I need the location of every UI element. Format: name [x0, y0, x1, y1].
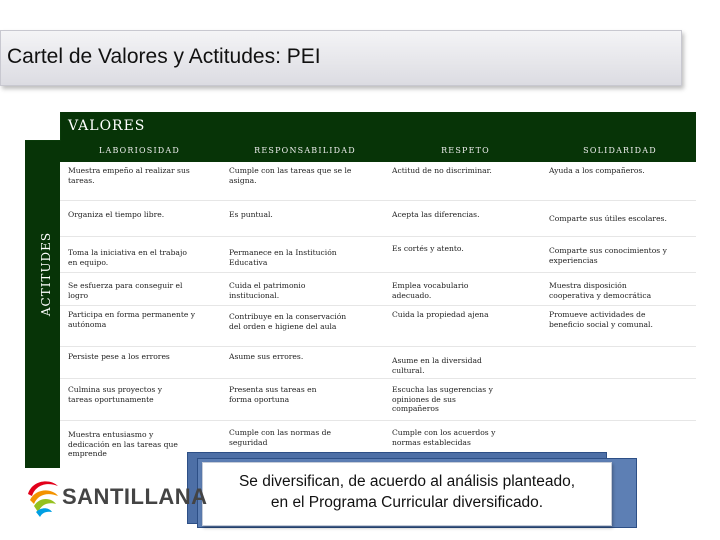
table-cell: Ayuda a los compañeros. [549, 166, 645, 175]
table-cell: Actitud de no discriminar. [392, 166, 492, 175]
table-cell: Es cortés y atento. [392, 244, 464, 253]
table-cell: Persiste pese a los errores [68, 352, 170, 361]
values-header: VALORES [68, 118, 146, 134]
table-cell: Presenta sus tareas en forma oportuna [229, 385, 317, 404]
callout-text [203, 471, 611, 513]
table-cell: Cuida la propiedad ajena [392, 310, 489, 319]
table-cell: Promueve actividades de beneficio social y comunal. [549, 310, 653, 329]
attitudes-side-label: ACTITUDES [39, 231, 53, 317]
table-cell: Emplea vocabulario adecuado. [392, 281, 469, 300]
table-corner-cell [25, 112, 61, 141]
callout-line-1: Se diversifican, de acuerdo al análisis planteado, [238, 473, 576, 490]
table-cell: Asume en la diversidad cultural. [392, 356, 482, 375]
table-cell: Se esfuerza para conseguir el logro [68, 281, 183, 300]
table-cell: Comparte sus conocimientos y experiencias [549, 246, 667, 265]
row-divider [60, 305, 696, 306]
diversification-callout [202, 462, 612, 526]
row-divider [60, 236, 696, 237]
table-cell: Culmina sus proyectos y tareas oportunamente [68, 385, 163, 404]
slide-title: Cartel de Valores y Actitudes: PEI [7, 45, 321, 68]
callout-line-2: en el Programa Curricular diversificado. [270, 494, 544, 511]
row-divider [60, 272, 696, 273]
table-cell: Cumple con las tareas que se le asigna. [229, 166, 352, 185]
table-cell: Muestra entusiasmo y dedicación en las tareas que emprende [68, 430, 178, 459]
column-header-solidaridad: SOLIDARIDAD [583, 146, 657, 155]
table-cell: Escucha las sugerencias y opiniones de sus compañeros [392, 385, 493, 414]
table-cell: Permanece en la Institución Educativa [229, 248, 337, 267]
table-cell: Acepta las diferencias. [392, 210, 480, 219]
santillana-logo-icon [22, 474, 62, 518]
table-cell: Cuida el patrimonio institucional. [229, 281, 306, 300]
row-divider [60, 378, 696, 379]
row-divider [60, 200, 696, 201]
table-cell: Organiza el tiempo libre. [68, 210, 165, 219]
table-cell: Es puntual. [229, 210, 273, 219]
column-header-laboriosidad: LABORIOSIDAD [98, 146, 181, 155]
table-cell: Asume sus errores. [229, 352, 304, 361]
table-cell: Cumple con los acuerdos y normas establecidas [392, 428, 496, 447]
table-cell: Toma la iniciativa en el trabajo en equipo. [68, 248, 187, 267]
row-divider [60, 420, 696, 421]
table-cell: Comparte sus útiles escolares. [549, 214, 667, 223]
slide-title-bar [0, 30, 682, 86]
column-header-respeto: RESPETO [441, 146, 490, 155]
table-cell: Participa en forma permanente y autónoma [68, 310, 196, 329]
table-cell: Muestra empeño al realizar sus tareas. [68, 166, 190, 185]
table-cell: Cumple con las normas de seguridad [229, 428, 331, 447]
column-header-responsabilidad: RESPONSABILIDAD [254, 146, 356, 155]
table-cell: Muestra disposición cooperativa y democrática [549, 281, 652, 300]
santillana-logo-text: SANTILLANA [62, 484, 208, 509]
row-divider [60, 346, 696, 347]
table-cell: Contribuye en la conservación del orden e higiene del aula [229, 312, 347, 331]
